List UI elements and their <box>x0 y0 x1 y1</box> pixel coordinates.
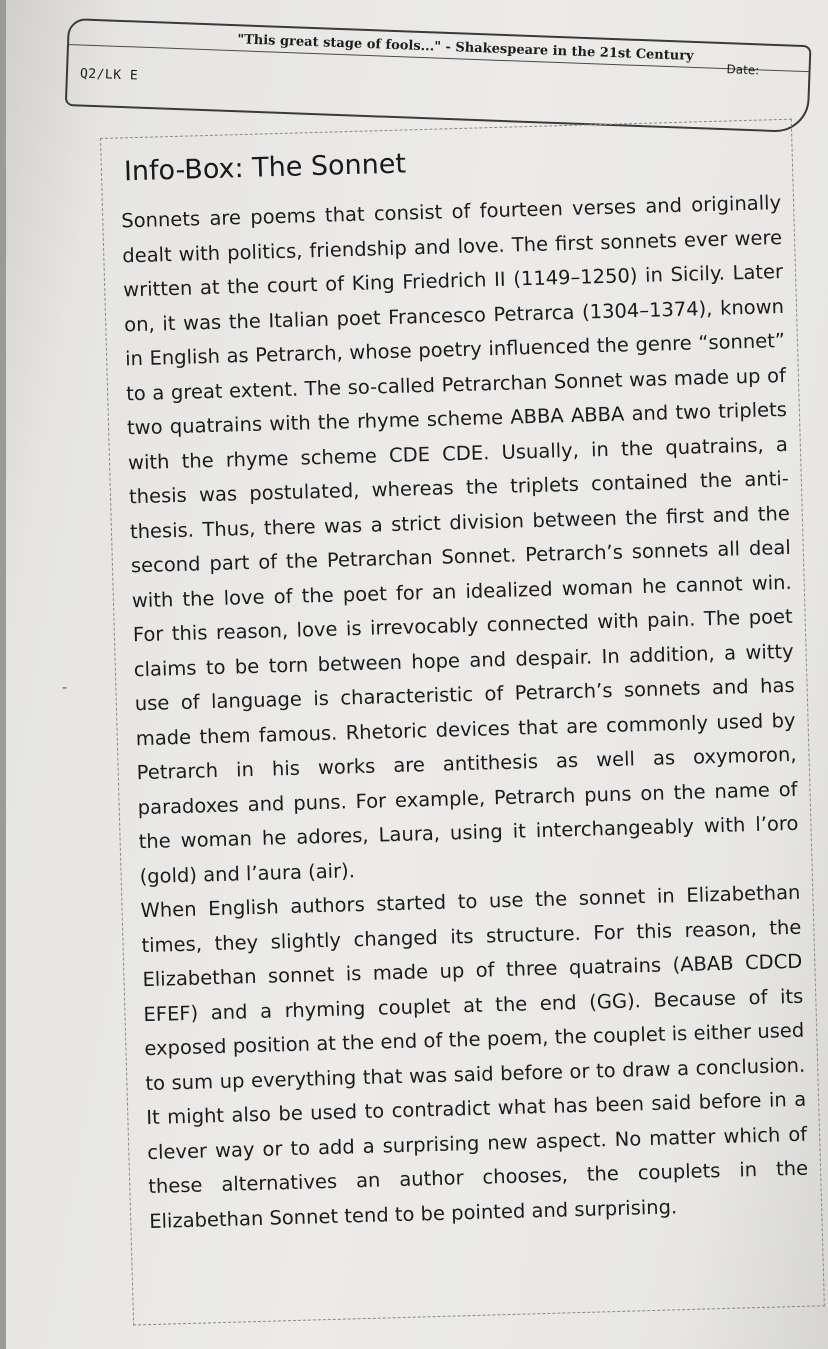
paragraph-petrarchan: Sonnets are poems that consist of fourteen verses and originally dealt with politics, friendship and love. The first sonnets ever were written at the court of King Friedrich II (1149–1250) in Sicily. Later on, it was the Italian poet Francesco Petrarca (1304–1374), known in English as Petrarch, whose poetry influenced the genre “sonnet” to a great extent. The so-called Petrarchan Sonnet was made up of two quatrains with the rhyme scheme ABBA ABBA and two triplets with the rhyme scheme CDE CDE. Usually, in the quatrains, a thesis was postulated, whereas the triplets contained the anti-thesis. Thus, there was a strict division between the first and the second part of the Petrarchan Sonnet. Petrarch’s sonnets all deal with the love of the poet for an idealized woman he cannot win. For this reason, love is irrevocably connected with pain. The poet claims to be torn between hope and despair. In addition, a witty use of language is characteristic of Petrarch’s sonnets and has made them famous. Rhetoric devices that are commonly used by Petrarch in his works are antithesis as well as oxymoron, paradoxes and puns. For example, Petrarch puns on the name of the woman he adores, Laura, using it interchangeably with l’oro (gold) and l’aura (air). <box>121 191 799 888</box>
header-title: "This great stage of fools..." - Shakespeare in the 21st Century <box>237 32 694 64</box>
header-frame <box>65 18 812 133</box>
info-box-title: Info-Box: The Sonnet <box>123 148 407 188</box>
info-box-body <box>121 186 810 1239</box>
info-box <box>100 119 825 1326</box>
binding-edge <box>0 0 6 1349</box>
header-date-label: Date: <box>726 62 760 78</box>
course-code: Q2/LK E <box>79 66 139 84</box>
margin-mark: - <box>62 680 68 696</box>
worksheet-header <box>65 18 810 137</box>
paragraph-elizabethan: When English authors started to use the sonnet in Elizabethan times, they slightly changed its structure. For this reason, the Elizabethan sonnet is made up of three quatrains (ABAB CDCD EFEF) and a rhyming couplet at the end (GG). Because of its exposed position at the end of the poem, the couplet is either used to sum up everything that was said before or to draw a conclusion. It might also be used to contradict what has been said before in a clever way or to add a surprising new aspect. No matter which of these alternatives an author chooses, the couplets in the Elizabethan Sonnet tend to be pointed and surprising. <box>140 880 809 1233</box>
